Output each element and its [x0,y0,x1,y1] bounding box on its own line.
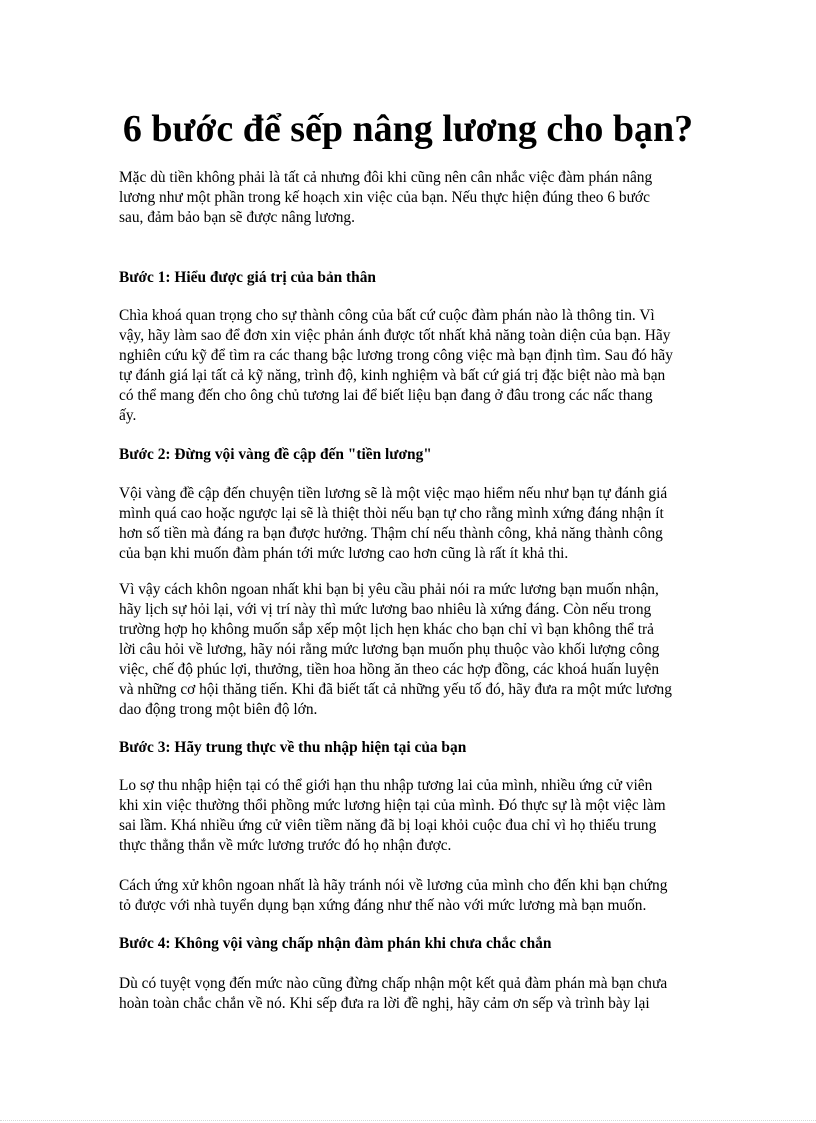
step4-paragraph-1 [119,974,703,1014]
paragraph-line: Lo sợ thu nhập hiện tại có thể giới hạn thu nhập tương lai của mình, nhiều ứng cử viên [119,777,653,794]
paragraph-line: sai lầm. Khá nhiều ứng cử viên tiềm năng đã bị loại khỏi cuộc đua chỉ vì họ thiếu trung [119,817,657,834]
paragraph-line: Vì vậy cách khôn ngoan nhất khi bạn bị yêu cầu phải nói ra mức lương bạn muốn nhận, [119,581,659,598]
paragraph-line: Cách ứng xử khôn ngoan nhất là hãy tránh nói về lương của mình cho đến khi bạn chứng [119,877,668,894]
step3-paragraph-2 [119,876,703,916]
document-title: 6 bước để sếp nâng lương cho bạn? [122,108,694,150]
step2-heading: Bước 2: Đừng vội vàng đề cập đến "tiền lương" [119,446,432,463]
step1-heading: Bước 1: Hiểu được giá trị của bản thân [119,269,376,286]
paragraph-line: hơn số tiền mà đáng ra bạn được hưởng. Thậm chí nếu thành công, khả năng thành công [119,525,663,542]
paragraph-line: hãy lịch sự hỏi lại, với vị trí này thì mức lương bao nhiêu là xứng đáng. Còn nếu trong [119,601,652,618]
paragraph-line: và những cơ hội thăng tiến. Khi đã biết tất cả những yếu tố đó, hãy đưa ra một mức lương [119,681,672,698]
page-bottom-divider [0,1120,816,1121]
paragraph-line: khi xin việc thường thổi phồng mức lương hiện tại của mình. Đó thực sự là một việc làm [119,797,666,814]
paragraph-line: tự đánh giá lại tất cả kỹ năng, trình độ, kinh nghiệm và bất cứ giá trị đặc biệt nào mà bạn [119,367,666,384]
paragraph-line: hoàn toàn chắc chắn về nó. Khi sếp đưa ra lời đề nghị, hãy cảm ơn sếp và trình bày lại [119,995,650,1012]
step4-heading: Bước 4: Không vội vàng chấp nhận đàm phán khi chưa chắc chắn [119,935,552,952]
paragraph-line: Vội vàng đề cập đến chuyện tiền lương sẽ là một việc mạo hiểm nếu như bạn tự đánh giá [119,485,668,502]
paragraph-line: việc, chế độ phúc lợi, thưởng, tiền hoa hồng ăn theo các hợp đồng, các khoá huấn luyện [119,661,660,678]
intro-paragraph [119,168,703,228]
paragraph-line: của bạn khi muốn đàm phán tới mức lương cao hơn cũng là rất ít khả thi. [119,545,569,562]
step2-paragraph-1 [119,484,703,564]
intro-line: lương như một phần trong kế hoạch xin việc của bạn. Nếu thực hiện đúng theo 6 bước [119,189,650,206]
paragraph-line: Dù có tuyệt vọng đến mức nào cũng đừng chấp nhận một kết quả đàm phán mà bạn chưa [119,975,668,992]
paragraph-line: thực thẳng thắn về mức lương trước đó họ nhận được. [119,837,452,854]
step3-paragraph-1 [119,776,703,856]
paragraph-line: Chìa khoá quan trọng cho sự thành công của bất cứ cuộc đàm phán nào là thông tin. Vì [119,307,655,324]
intro-line: sau, đảm bảo bạn sẽ được nâng lương. [119,209,355,226]
step3-heading: Bước 3: Hãy trung thực về thu nhập hiện tại của bạn [119,739,467,756]
paragraph-line: trường hợp họ không muốn sắp xếp một lịch hẹn khác cho bạn chỉ vì bạn không thể trả [119,621,654,638]
paragraph-line: tỏ được với nhà tuyển dụng bạn xứng đáng như thế nào với mức lương mà bạn muốn. [119,897,647,914]
paragraph-line: ấy. [119,407,137,424]
intro-line: Mặc dù tiền không phải là tất cả nhưng đôi khi cũng nên cân nhắc việc đàm phán nâng [119,169,653,186]
paragraph-line: có thể mang đến cho ông chủ tương lai để biết liệu bạn đang ở đâu trong các nấc thang [119,387,653,404]
paragraph-line: lời câu hỏi về lương, hãy nói rằng mức lương bạn muốn phụ thuộc vào khối lượng công [119,641,660,658]
step1-paragraph [119,306,703,426]
paragraph-line: mình quá cao hoặc ngược lại sẽ là thiệt thòi nếu bạn tự cho rằng mình xứng đáng nhận ít [119,505,664,522]
paragraph-line: nghiên cứu kỹ để tìm ra các thang bậc lương trong công việc mà bạn định tìm. Sau đó hãy [119,347,673,364]
paragraph-line: dao động trong một biên độ lớn. [119,701,318,718]
paragraph-line: vậy, hãy làm sao để đơn xin việc phản ánh được tốt nhất khả năng toàn diện của bạn. Hãy [119,327,671,344]
step2-paragraph-2 [119,580,703,720]
